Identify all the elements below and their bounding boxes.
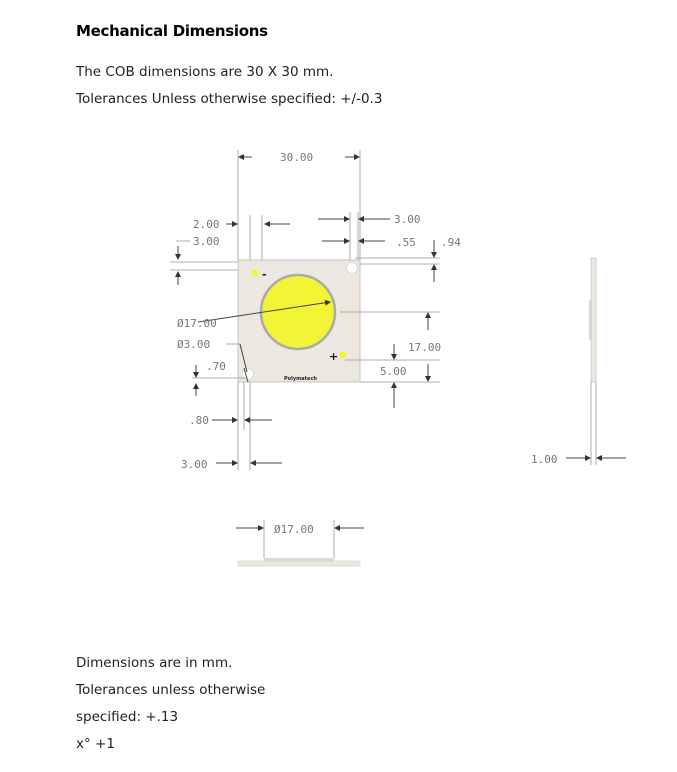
footer-line-1: Dimensions are in mm. xyxy=(76,655,233,671)
intro-line-2: Tolerances Unless otherwise specified: +/-0.3 xyxy=(76,91,383,107)
footer-line-4: x° +1 xyxy=(76,736,115,752)
intro-line-1: The COB dimensions are 30 X 30 mm. xyxy=(76,64,334,80)
dia17-label: Ø17.00 xyxy=(177,317,217,330)
dim-94-label: .94 xyxy=(441,236,461,249)
width-label: 30.00 xyxy=(280,151,314,164)
dim-3-label-a: 3.00 xyxy=(193,235,220,248)
section-heading: Mechanical Dimensions xyxy=(76,22,268,40)
dia3-label: Ø3.00 xyxy=(177,338,211,351)
footer-line-2: Tolerances unless otherwise xyxy=(76,682,266,698)
plus-terminal-label: + xyxy=(329,350,339,363)
cob-front-view xyxy=(236,520,364,566)
dim-3-label-c: 3.00 xyxy=(181,458,208,471)
dim-3-label-b: 3.00 xyxy=(394,213,421,226)
thickness-label: 1.00 xyxy=(531,453,558,466)
dim-5-label: 5.00 xyxy=(380,365,407,378)
dim-17-label: 17.00 xyxy=(408,341,442,354)
dim-70-label: .70 xyxy=(206,360,226,373)
dim-80-label: .80 xyxy=(189,414,209,427)
brand-label: Polymatech xyxy=(284,376,317,382)
dim-55-label: .55 xyxy=(396,236,416,249)
dia17-side-label: Ø17.00 xyxy=(274,523,314,536)
dim-2-label: 2.00 xyxy=(193,218,220,231)
width-dimension xyxy=(238,150,360,260)
minus-terminal-label: - xyxy=(262,268,267,281)
footer-line-3: specified: +.13 xyxy=(76,709,179,725)
cob-side-view xyxy=(531,258,626,466)
